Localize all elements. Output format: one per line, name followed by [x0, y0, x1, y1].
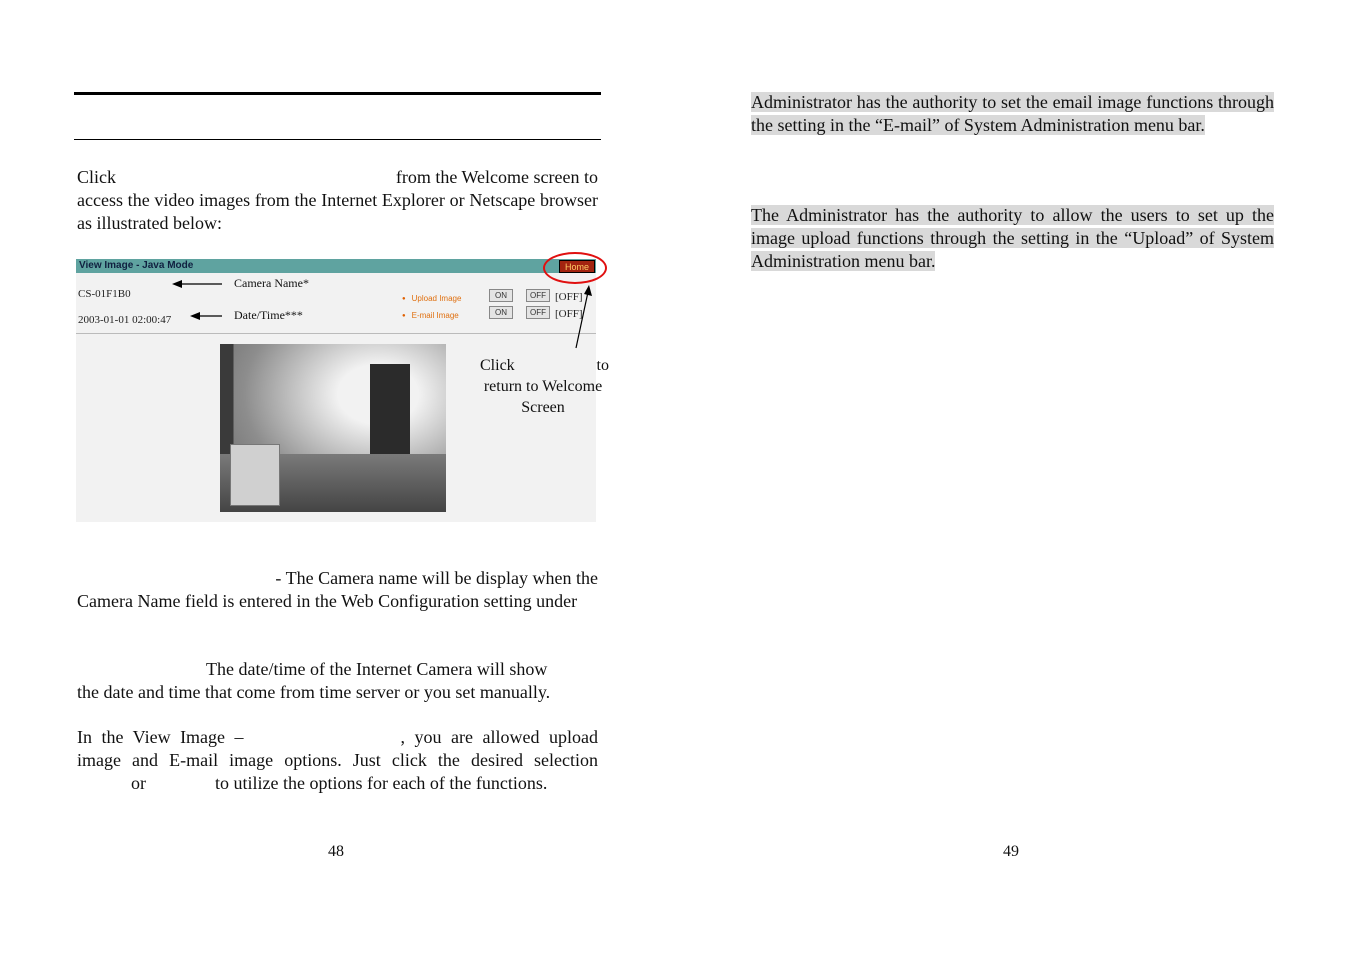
view-line3-or: or [131, 773, 146, 793]
email-off-button[interactable]: OFF [526, 306, 550, 319]
email-on-button[interactable]: ON [489, 306, 513, 319]
datetime-paragraph [77, 658, 598, 704]
email-image-label: ● E-mail Image [402, 311, 459, 320]
upload-image-label: ● Upload Image [402, 294, 461, 303]
upload-status: [OFF] [555, 291, 583, 303]
view-line1-start: In the View Image – [77, 727, 244, 747]
upload-authority-text: The Administrator has the authority to allow the users to set up the image upload functions through the setting in the “Upload” of System Administration menu bar. [751, 205, 1274, 271]
page-number-left: 48 [328, 843, 344, 860]
callout-line3: Screen [521, 399, 565, 416]
screenshot-title: View Image - Java Mode [79, 260, 194, 271]
camera-name-paragraph [77, 567, 598, 613]
upload-authority-paragraph [751, 204, 1274, 273]
callout-click: Click [480, 357, 515, 374]
camera-id: CS-01F1B0 [78, 288, 131, 300]
upload-off-button[interactable]: OFF [526, 289, 550, 302]
page-number-right: 49 [1003, 843, 1019, 860]
view-line1-end: , you are allowed upload [400, 727, 598, 747]
home-callout [473, 355, 613, 418]
datetime-line1: The date/time of the Internet Camera will show [206, 659, 548, 679]
upload-on-button[interactable]: ON [489, 289, 513, 302]
email-status: [OFF] [555, 308, 583, 320]
home-button[interactable]: Home [559, 260, 595, 273]
callout-to: to [596, 357, 609, 374]
annotation-datetime: Date/Time*** [234, 308, 303, 322]
intro-line1-end: from the Welcome screen to [395, 167, 598, 187]
intro-rest: access the video images from the Internet Explorer or Netscape browser as illustrated below: [77, 190, 598, 233]
email-authority-text: Administrator has the authority to set the email image functions through the setting in the “E-mail” of System Administration menu bar. [751, 92, 1274, 135]
view-line2: image and E-mail image options. Just click the desired selection [77, 750, 598, 770]
camera-datetime: 2003-01-01 02:00:47 [78, 314, 172, 326]
view-image-paragraph [77, 726, 598, 795]
camera-name-rest: Camera Name field is entered in the Web Configuration setting under [77, 591, 578, 611]
camera-name-line1: - The Camera name will be display when the [275, 568, 598, 588]
email-authority-paragraph [751, 91, 1274, 137]
intro-click: Click [77, 167, 116, 187]
annotation-camera-name: Camera Name* [234, 276, 309, 290]
callout-line2: return to Welcome [483, 378, 603, 395]
view-line3-end: to utilize the options for each of the functions. [215, 773, 548, 793]
datetime-line2: the date and time that come from time server or you set manually. [77, 682, 551, 702]
